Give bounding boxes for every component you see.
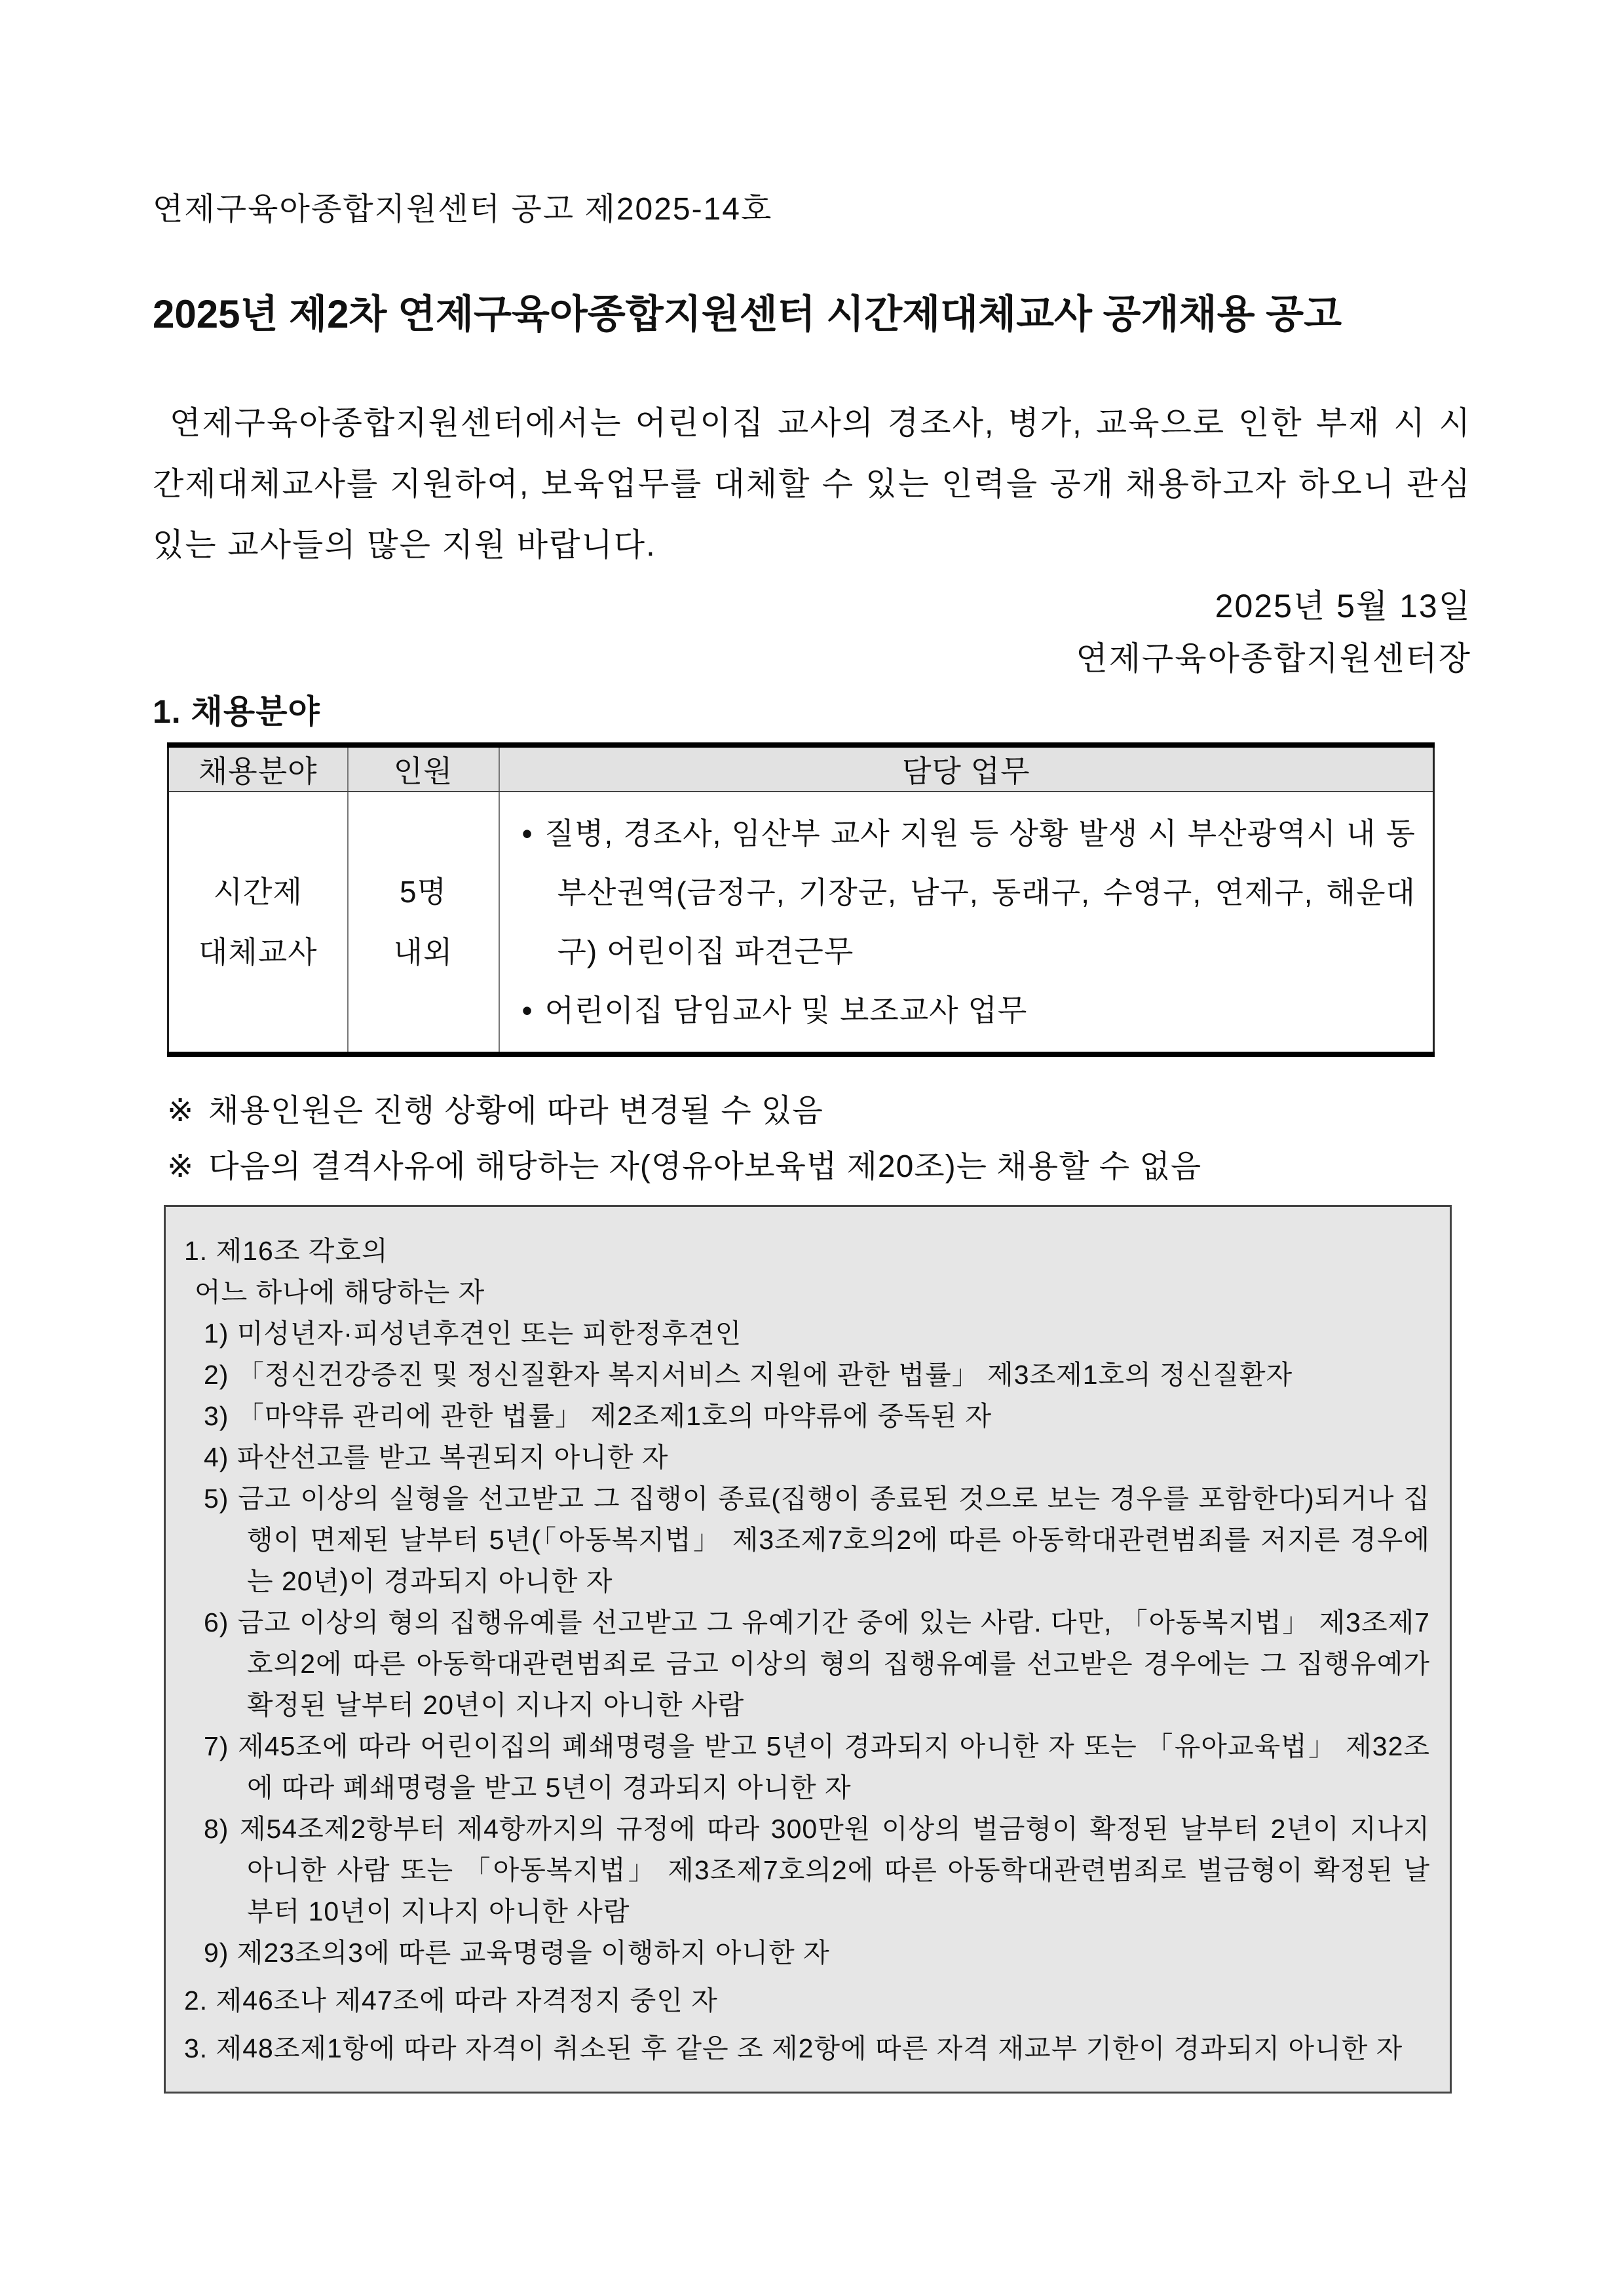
note-text: 채용인원은 진행 상황에 따라 변경될 수 있음: [208, 1094, 823, 1128]
disqualification-item: 3) 「마약류 관리에 관한 법률」 제2조제1호의 마약류에 중독된 자: [204, 1401, 992, 1431]
disqualification-item: 8) 제54조제2항부터 제4항까지의 규정에 따라 300만원 이상의 벌금형이 확정된 날부터 2년이 지나지 아니한 사람 또는 「아동복지법」 제3조제7호의2에 따른 아동학대관련범죄로 벌금형이 확정된 날부터 10년이 지나지 아니한 사람: [204, 1814, 1430, 1926]
disqualification-item: 2. 제46조나 제47조에 따라 자격정지 중인 자: [184, 1985, 718, 2016]
note-text: 다음의 결격사유에 해당하는 자(영유아보육법 제20조)는 채용할 수 없음: [208, 1149, 1202, 1184]
disqualification-item: 1) 미성년자·피성년후견인 또는 피한정후견인: [204, 1318, 742, 1349]
disqualification-item: 5) 금고 이상의 실형을 선고받고 그 집행이 종료(집행이 종료된 것으로 보는 경우를 포함한다)되거나 집행이 면제된 날부터 5년(「아동복지법」 제3조제7호의2에 따른 아동학대관련범죄를 저지른 경우에는 20년)이 경과되지 아니한 자: [204, 1483, 1430, 1596]
intro-paragraph: 연제구육아종합지원센터에서는 어린이집 교사의 경조사, 병가, 교육으로 인한 부재 시 시간제대체교사를 지원하여, 보육업무를 대체할 수 있는 인력을 공개 채용하고자 하오니 관심있는 교사들의 많은 지원 바랍니다.: [153, 406, 1471, 563]
cell-headcount: [348, 792, 499, 1054]
cell-duties: [499, 792, 1434, 1054]
disqualification-item: 3. 제48조제1항에 따라 자격이 취소된 후 같은 조 제2항에 따른 자격 재교부 기한이 경과되지 아니한 자: [184, 2033, 1403, 2063]
notice-number: 연제구육아종합지원센터 공고 제2025-14호: [153, 192, 773, 227]
duty-text: 어린이집 담임교사 및 보조교사 업무: [544, 993, 1028, 1027]
disqualification-box: [164, 1205, 1452, 2094]
section-heading-recruitment-field: 1. 채용분야: [153, 693, 320, 730]
duties-list: [522, 804, 1416, 1040]
notes-section: [153, 1083, 1471, 1195]
cell-field: [168, 792, 348, 1054]
column-header-field: 채용분야: [168, 745, 348, 792]
table-row: [168, 792, 1434, 1054]
reference-mark-icon: ※: [167, 1094, 195, 1128]
recruitment-table: [167, 742, 1435, 1057]
column-header-duties: 담당 업무: [499, 745, 1434, 792]
notice-date: 2025년 5월 13일: [1215, 588, 1471, 624]
disqualification-item: 7) 제45조에 따라 어린이집의 폐쇄명령을 받고 5년이 경과되지 아니한 자 또는 「유아교육법」 제32조에 따라 폐쇄명령을 받고 5년이 경과되지 아니한 자: [204, 1731, 1430, 1803]
disqualification-item: 4) 파산선고를 받고 복권되지 아니한 자: [204, 1442, 669, 1472]
column-header-headcount: 인원: [348, 745, 499, 792]
field-line-1: 시간제: [213, 875, 303, 909]
duty-item: [522, 804, 1416, 981]
disqualification-item: 6) 금고 이상의 형의 집행유예를 선고받고 그 유예기간 중에 있는 사람. 다만, 「아동복지법」 제3조제7호의2에 따른 아동학대관련범죄로 금고 이상의 형의 집행유예를 선고받은 경우에는 그 집행유예가 확정된 날부터 20년이 지나지 아니한 사람: [204, 1607, 1430, 1720]
reference-mark-icon: ※: [167, 1149, 195, 1184]
duty-text: 질병, 경조사, 임산부 교사 지원 등 상황 발생 시 부산광역시 내 동부산권역(금정구, 기장군, 남구, 동래구, 수영구, 연제구, 해운대구) 어린이집 파견근무: [544, 816, 1416, 968]
signer-title: 연제구육아종합지원센터장: [1076, 640, 1471, 677]
field-line-2: 대체교사: [198, 935, 318, 969]
bullet-icon: •: [521, 993, 533, 1027]
note-line: [167, 1139, 1471, 1195]
disqualification-item: 9) 제23조의3에 따른 교육명령을 이행하지 아니한 자: [204, 1938, 830, 1968]
disqualification-item: 어느 하나에 해당하는 자: [195, 1277, 485, 1307]
headcount-line-2: 내외: [393, 935, 453, 969]
note-line: [167, 1083, 1471, 1139]
disqualification-item: 2) 「정신건강증진 및 정신질환자 복지서비스 지원에 관한 법률」 제3조제1호의 정신질환자: [204, 1360, 1293, 1390]
disqualification-item: 1. 제16조 각호의: [184, 1236, 388, 1266]
duty-item: [522, 981, 1416, 1040]
bullet-icon: •: [521, 816, 533, 851]
headcount-line-1: 5명: [399, 875, 447, 909]
table-header-row: [168, 745, 1434, 792]
page-title: 2025년 제2차 연제구육아종합지원센터 시간제대체교사 공개채용 공고: [153, 292, 1342, 336]
